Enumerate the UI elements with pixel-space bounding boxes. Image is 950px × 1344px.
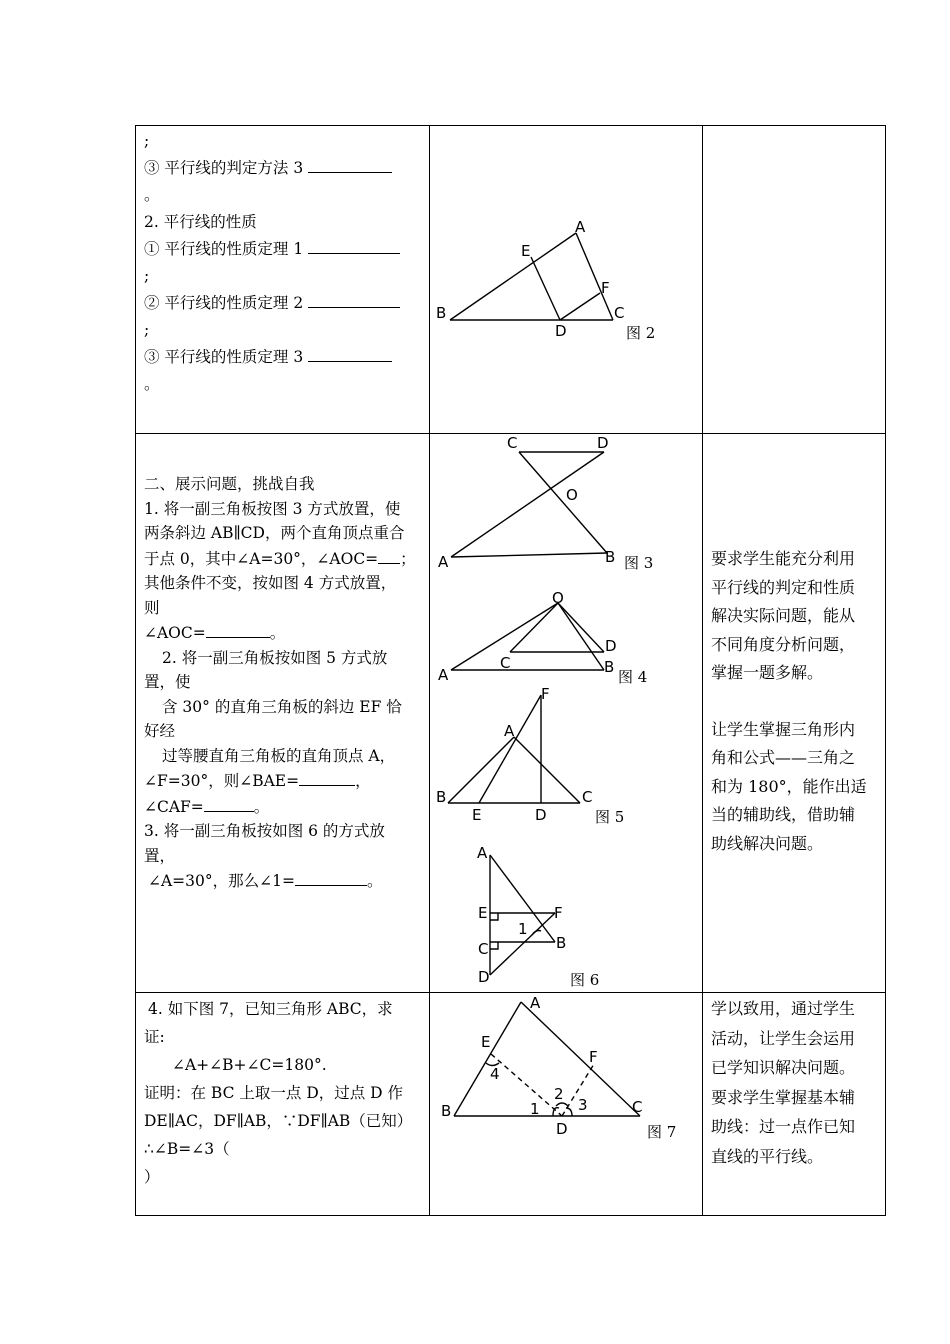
q4-line: 4. 如下图 7，已知三角形 ABC，求	[148, 1000, 393, 1018]
q1-line: 则	[144, 598, 160, 617]
fig7-label-e: E	[481, 1033, 491, 1051]
blank-field[interactable]	[204, 794, 254, 812]
fig7-label-2: 2	[554, 1085, 564, 1103]
fig6-label-b: B	[556, 934, 567, 952]
figure-stroke	[490, 942, 498, 949]
q1-line: 其他条件不变，按如图 4 方式放置，	[144, 574, 397, 592]
q3-line: 置，	[144, 846, 176, 865]
q4-line: ）	[144, 1168, 160, 1186]
figure-stroke	[451, 553, 607, 557]
figure-stroke	[531, 257, 560, 320]
figure-stroke	[510, 603, 558, 652]
property-theorem-2: ② 平行线的性质定理 2	[144, 290, 424, 317]
figure-stroke	[514, 737, 580, 803]
fig7-label-b: B	[441, 1102, 452, 1120]
figure-stroke	[558, 603, 604, 670]
text-line: ;	[144, 321, 150, 339]
fig6-label-e: E	[478, 904, 488, 922]
goal-line: 要求学生掌握基本辅	[711, 1087, 856, 1107]
fig4-label-c: C	[500, 654, 511, 672]
figure-stroke	[553, 1108, 559, 1116]
fig6-caption: 图 6	[570, 971, 600, 989]
section-heading: 2. 平行线的性质	[144, 213, 257, 231]
goal-line: 解决实际问题，能从	[711, 606, 856, 625]
goal-line: 学以致用，通过学生	[711, 999, 856, 1018]
fig5-label-c: C	[582, 788, 593, 806]
fig6-label-c: C	[478, 940, 489, 958]
fig5-label-d: D	[535, 806, 547, 824]
figure-stroke	[519, 452, 607, 553]
q3-answer-line: ∠A=30°，那么∠1= 。	[144, 868, 424, 894]
blank-field[interactable]	[378, 546, 400, 564]
text-line: ;	[144, 267, 150, 285]
fig5-label-a: A	[504, 722, 515, 740]
goal-line: 掌握一题多解。	[711, 663, 824, 682]
q2-answer-line: ∠CAF= 。	[144, 794, 424, 820]
q4-line: DE∥AC，DF∥AB，∵DF∥AB（已知）	[144, 1112, 413, 1130]
figure-stroke	[451, 452, 604, 557]
q2-line: 过等腰直角三角板的直角顶点 A，	[162, 746, 396, 765]
text-line: 。	[144, 186, 160, 204]
q1-line: 两条斜边 AB∥CD，两个直角顶点重合	[144, 524, 405, 542]
fig6-label-f: F	[554, 904, 563, 922]
goal-line: 直线的平行线。	[711, 1146, 824, 1166]
fig6-label-d: D	[478, 968, 490, 986]
fig2-caption: 图 2	[626, 324, 656, 342]
q4-line: 证:	[144, 1028, 165, 1046]
fig2-label-d: D	[555, 322, 567, 340]
fig6-label-a: A	[477, 844, 488, 862]
fig4-caption: 图 4	[618, 668, 648, 686]
goal-line: 已学知识解决问题。	[711, 1058, 856, 1077]
fig7-label-1: 1	[530, 1100, 540, 1118]
fig5-label-b: B	[436, 788, 447, 806]
fig2-label-b: B	[436, 304, 447, 322]
row3-right-cell	[711, 994, 883, 1171]
fig2-label-f: F	[601, 279, 610, 297]
fig3-label-d: D	[597, 434, 609, 452]
blank-field[interactable]	[299, 768, 355, 786]
q2-answer-line: ∠F=30°，则∠BAE= ，	[144, 768, 424, 794]
goal-line: 活动，让学生会运用	[711, 1028, 856, 1048]
fig3-label-a: A	[438, 553, 449, 571]
fig7-label-c: C	[632, 1098, 643, 1116]
figure-stroke	[448, 737, 514, 803]
judgment-method-3: ③ 平行线的判定方法 3	[144, 155, 424, 182]
figure-stroke	[558, 603, 604, 652]
goal-line: 助线解决问题。	[711, 833, 824, 853]
goal-line: 要求学生能充分利用	[711, 549, 856, 568]
goal-line: 平行线的判定和性质	[711, 577, 856, 597]
goal-line: 角和公式——三角之	[711, 748, 856, 767]
figure-stroke	[491, 1054, 562, 1116]
q2-line: 2. 将一副三角板按如图 5 方式放	[162, 648, 388, 667]
fig4-label-o: O	[552, 589, 564, 607]
text-line: ;	[144, 132, 150, 150]
fig3-label-c: C	[507, 434, 518, 452]
row2-left-cell	[144, 472, 424, 894]
figure-stroke	[556, 1103, 568, 1106]
fig2-label-c: C	[614, 304, 625, 322]
q1-answer-line: 于点 0，其中∠A=30°，∠AOC= ；	[144, 546, 424, 572]
q2-line: 含 30° 的直角三角板的斜边 EF 恰	[162, 697, 402, 716]
fig2-label-e: E	[521, 242, 531, 260]
fig5-label-e: E	[472, 806, 482, 824]
section-title: 二、展示问题，挑战自我	[144, 475, 315, 493]
fig7-label-d: D	[556, 1120, 568, 1138]
figure-stroke	[450, 233, 576, 320]
goal-line: 和为 180°，能作出适	[711, 776, 867, 796]
goal-line: 助线：过一点作已知	[711, 1117, 856, 1136]
fig5-caption: 图 5	[595, 808, 625, 826]
fig7-label-a: A	[530, 994, 541, 1012]
figure-stroke	[479, 695, 541, 803]
row3-left-cell	[144, 995, 424, 1191]
fig6-label-1: 1	[518, 920, 528, 938]
fig7-label-4: 4	[490, 1065, 500, 1083]
q3-line: 3. 将一副三角板按如图 6 的方式放	[144, 822, 385, 840]
fig3-label-b: B	[605, 548, 616, 566]
fig5-label-f: F	[541, 685, 550, 703]
fig4-label-a: A	[438, 666, 449, 684]
fig4-label-b: B	[604, 658, 615, 676]
figure-stroke	[576, 233, 613, 320]
text-line: 。	[144, 375, 160, 393]
property-theorem-1: ① 平行线的性质定理 1	[144, 236, 424, 263]
figure-stroke	[532, 931, 541, 936]
figure-stroke	[454, 1002, 521, 1116]
figure-stroke	[490, 913, 498, 920]
q2-line: 置，使	[144, 673, 191, 691]
goal-line: 不同角度分析问题，	[711, 634, 856, 654]
q4-line: ∴∠B=∠3（	[144, 1140, 230, 1158]
figure-stroke	[566, 1108, 572, 1116]
row2-right-cell	[711, 545, 883, 858]
fig7-caption: 图 7	[647, 1123, 677, 1141]
fig3-label-o: O	[566, 486, 578, 504]
fig7-label-f: F	[589, 1048, 598, 1066]
q4-line: 证明：在 BC 上取一点 D，过点 D 作	[144, 1084, 404, 1102]
figure-2-lines	[450, 233, 613, 320]
fig4-label-d: D	[605, 637, 617, 655]
blank-field[interactable]	[295, 868, 367, 886]
goal-line: 让学生掌握三角形内	[711, 719, 856, 739]
q2-line: 好经	[144, 722, 176, 740]
q4-line: ∠A+∠B+∠C=180°.	[172, 1056, 327, 1074]
goal-line: 当的辅助线，借助辅	[711, 805, 856, 824]
blank-field[interactable]	[206, 620, 270, 638]
fig3-caption: 图 3	[624, 554, 654, 572]
property-theorem-3: ③ 平行线的性质定理 3	[144, 344, 424, 371]
figure-stroke	[560, 293, 600, 320]
q1-line: 1. 将一副三角板按图 3 方式放置，使	[144, 499, 401, 518]
fig2-label-a: A	[575, 218, 586, 236]
q1-answer-line: ∠AOC= 。	[144, 620, 424, 646]
fig7-label-3: 3	[578, 1096, 588, 1114]
